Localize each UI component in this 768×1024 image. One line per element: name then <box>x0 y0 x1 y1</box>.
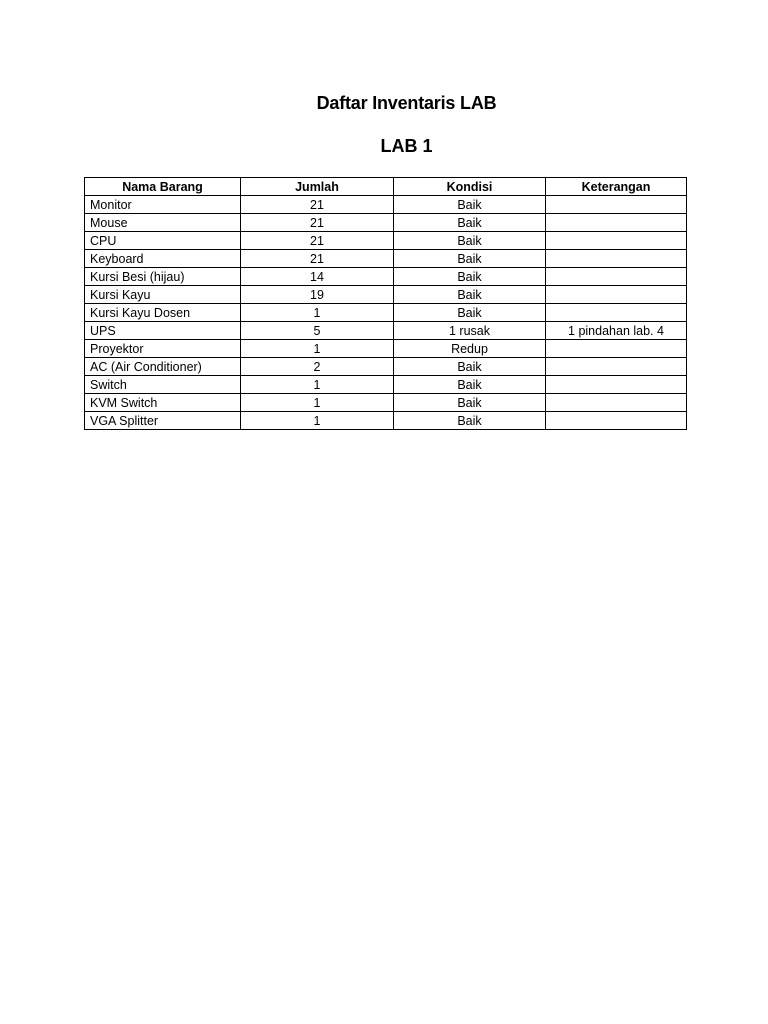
header-jumlah: Jumlah <box>241 178 394 196</box>
inventory-table-body <box>85 196 687 430</box>
cell-jumlah: 1 <box>241 376 394 394</box>
cell-jumlah: 21 <box>241 214 394 232</box>
cell-nama-barang: Monitor <box>85 196 241 214</box>
cell-keterangan <box>546 268 687 286</box>
cell-nama-barang: UPS <box>85 322 241 340</box>
cell-keterangan <box>546 250 687 268</box>
table-row <box>85 394 687 412</box>
cell-jumlah: 2 <box>241 358 394 376</box>
cell-jumlah: 21 <box>241 250 394 268</box>
table-row <box>85 322 687 340</box>
cell-jumlah: 1 <box>241 412 394 430</box>
table-row <box>85 412 687 430</box>
cell-nama-barang: Kursi Kayu <box>85 286 241 304</box>
cell-kondisi: Baik <box>394 250 546 268</box>
cell-jumlah: 1 <box>241 340 394 358</box>
table-row <box>85 250 687 268</box>
table-row <box>85 232 687 250</box>
cell-keterangan <box>546 286 687 304</box>
inventory-table <box>84 177 687 430</box>
cell-nama-barang: CPU <box>85 232 241 250</box>
cell-keterangan <box>546 304 687 322</box>
cell-kondisi: Baik <box>394 196 546 214</box>
cell-keterangan <box>546 214 687 232</box>
cell-kondisi: Baik <box>394 394 546 412</box>
table-header-row <box>85 178 687 196</box>
cell-nama-barang: Kursi Kayu Dosen <box>85 304 241 322</box>
cell-jumlah: 21 <box>241 232 394 250</box>
cell-jumlah: 1 <box>241 394 394 412</box>
cell-kondisi: 1 rusak <box>394 322 546 340</box>
document-title: Daftar Inventaris LAB <box>316 93 497 113</box>
cell-kondisi: Baik <box>394 412 546 430</box>
header-nama-barang: Nama Barang <box>85 178 241 196</box>
table-row <box>85 304 687 322</box>
table-row <box>85 286 687 304</box>
cell-nama-barang: Mouse <box>85 214 241 232</box>
cell-kondisi: Baik <box>394 268 546 286</box>
cell-nama-barang: Kursi Besi (hijau) <box>85 268 241 286</box>
table-row <box>85 268 687 286</box>
cell-kondisi: Baik <box>394 304 546 322</box>
table-row <box>85 358 687 376</box>
cell-kondisi: Baik <box>394 232 546 250</box>
cell-jumlah: 5 <box>241 322 394 340</box>
cell-kondisi: Redup <box>394 340 546 358</box>
cell-keterangan <box>546 394 687 412</box>
cell-nama-barang: KVM Switch <box>85 394 241 412</box>
table-row <box>85 196 687 214</box>
cell-keterangan <box>546 376 687 394</box>
cell-jumlah: 19 <box>241 286 394 304</box>
cell-kondisi: Baik <box>394 286 546 304</box>
table-row <box>85 376 687 394</box>
header-keterangan: Keterangan <box>546 178 687 196</box>
document-subtitle: LAB 1 <box>380 136 433 156</box>
header-kondisi: Kondisi <box>394 178 546 196</box>
table-row <box>85 340 687 358</box>
cell-jumlah: 21 <box>241 196 394 214</box>
cell-jumlah: 14 <box>241 268 394 286</box>
cell-kondisi: Baik <box>394 376 546 394</box>
cell-keterangan: 1 pindahan lab. 4 <box>546 322 687 340</box>
cell-nama-barang: AC (Air Conditioner) <box>85 358 241 376</box>
cell-keterangan <box>546 412 687 430</box>
cell-nama-barang: VGA Splitter <box>85 412 241 430</box>
cell-keterangan <box>546 196 687 214</box>
cell-nama-barang: Proyektor <box>85 340 241 358</box>
cell-nama-barang: Keyboard <box>85 250 241 268</box>
cell-keterangan <box>546 232 687 250</box>
cell-nama-barang: Switch <box>85 376 241 394</box>
table-row <box>85 214 687 232</box>
cell-kondisi: Baik <box>394 214 546 232</box>
cell-keterangan <box>546 358 687 376</box>
cell-keterangan <box>546 340 687 358</box>
cell-jumlah: 1 <box>241 304 394 322</box>
cell-kondisi: Baik <box>394 358 546 376</box>
